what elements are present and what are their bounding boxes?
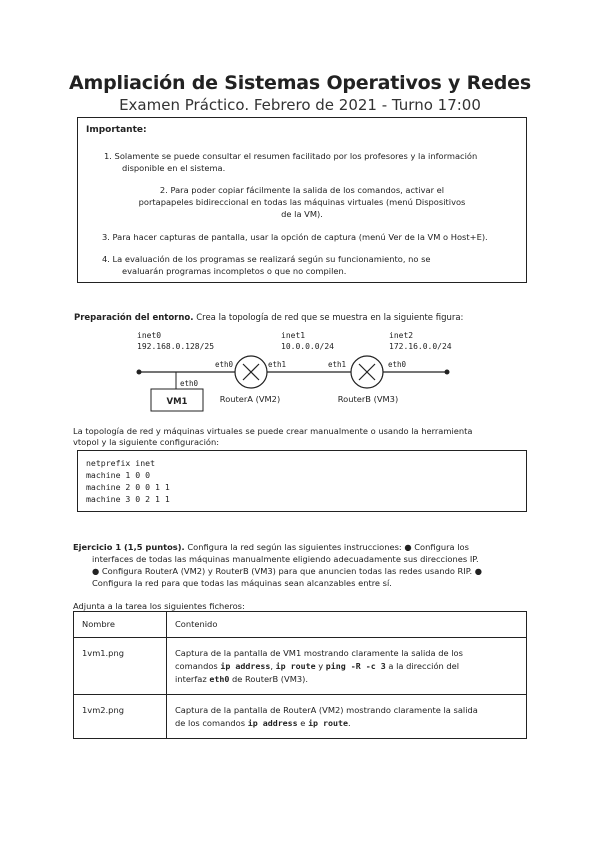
row1-cmd-ip-route: ip route [275, 661, 316, 671]
routerA-eth1-label: eth1 [268, 360, 287, 369]
vtopol-config-box [77, 450, 527, 512]
routerB-eth0-label: eth0 [388, 360, 407, 369]
net0-name: inet0 [137, 331, 162, 340]
topology-text-line-2: vtopol y la siguiente configuración: [73, 437, 220, 447]
net1-address: 10.0.0.0/24 [281, 342, 334, 351]
important-item-2-line-3: de la VM). [281, 209, 323, 219]
line-end-left [137, 370, 142, 375]
config-line-1: netprefix inet [86, 458, 156, 468]
row1-text-a: Captura de la pantalla de VM1 mostrando claramente la salida de los [175, 648, 463, 658]
row2-content [167, 695, 527, 739]
net1-name: inet1 [281, 331, 306, 340]
row1-content [167, 638, 527, 695]
exercise1-line-2: interfaces de todas las máquinas manualmente eligiendo adecuadamente sus direcciones IP. [92, 554, 479, 564]
files-table [73, 611, 527, 739]
exercise1-line-3: ● Configura RouterA (VM2) y RouterB (VM3) para que anuncien todas las redes usando RIP. ● [92, 566, 482, 576]
table-row [74, 638, 527, 695]
routerB-label: RouterB (VM3) [337, 394, 399, 404]
important-item-2-line-2: portapapeles bidireccional en todas las máquinas virtuales (menú Dispositivos [138, 197, 466, 207]
vm1-label: VM1 [166, 397, 188, 407]
row1-text-b: comandos [175, 661, 221, 671]
row1-sep-1: , [270, 661, 276, 671]
row1-text-f: de RouterB (VM3). [229, 674, 309, 684]
exercise1-text-1: Configura la red según las siguientes instrucciones: ● Configura los [184, 542, 469, 552]
row1-cmd-eth0: eth0 [209, 674, 230, 684]
row2-cmd-ip-address: ip address [247, 718, 298, 728]
setup-paragraph [74, 313, 463, 323]
exercise1-line-1 [73, 542, 469, 553]
net2-address: 172.16.0.0/24 [389, 342, 452, 351]
topology-text-line-1: La topología de red y máquinas virtuales se puede crear manualmente o usando la herramienta [73, 426, 473, 436]
header-content: Contenido [167, 612, 527, 638]
important-item-4-line-2: evaluarán programas incompletos o que no compilen. [122, 266, 347, 276]
header-name: Nombre [74, 612, 167, 638]
routerA-label: RouterA (VM2) [219, 394, 281, 404]
important-item-1-line-1: 1. Solamente se puede consultar el resumen facilitado por los profesores y la información [104, 151, 478, 161]
row1-cmd-ping: ping -R -c 3 [325, 661, 386, 671]
important-item-3: 3. Para hacer capturas de pantalla, usar la opción de captura (menú Ver de la VM o Host+E). [102, 232, 488, 242]
table-row [74, 695, 527, 739]
row2-name: 1vm2.png [74, 695, 167, 739]
config-line-4: machine 3 0 2 1 1 [86, 494, 170, 504]
config-line-2: machine 1 0 0 [86, 470, 151, 480]
important-box [77, 117, 527, 283]
row2-cmd-ip-route: ip route [308, 718, 349, 728]
network-topology-diagram [0, 325, 600, 425]
row1-text-d: a la dirección del [385, 661, 460, 671]
important-item-4-line-1: 4. La evaluación de los programas se realizará según su funcionamiento, no se [102, 254, 431, 264]
setup-heading: Preparación del entorno. [74, 313, 194, 323]
row1-name: 1vm1.png [74, 638, 167, 695]
table-header-row [74, 612, 527, 638]
setup-text: Crea la topología de red que se muestra en la siguiente figura: [193, 313, 464, 323]
row2-sep: e [297, 718, 309, 728]
routerB-eth1-label: eth1 [328, 360, 347, 369]
row2-text-a: Captura de la pantalla de RouterA (VM2) mostrando claramente la salida [175, 705, 478, 715]
config-line-3: machine 2 0 0 1 1 [86, 482, 170, 492]
page-subtitle: Examen Práctico. Febrero de 2021 - Turno 17:00 [119, 96, 481, 114]
exercise1-heading: Ejercicio 1 (1,5 puntos). [73, 542, 185, 552]
exercise1-line-4: Configura la red para que todas las máquinas sean alcanzables entre sí. [92, 578, 392, 588]
page-title: Ampliación de Sistemas Operativos y Redes [69, 72, 531, 94]
important-item-1-line-2: disponible en el sistema. [122, 163, 226, 173]
net0-address: 192.168.0.128/25 [137, 342, 215, 351]
line-end-right [445, 370, 450, 375]
row1-sep-2: y [315, 661, 326, 671]
routerA-eth0-label: eth0 [215, 360, 234, 369]
important-heading: Importante: [86, 125, 147, 135]
net2-name: inet2 [389, 331, 414, 340]
row2-end: . [348, 718, 351, 728]
vm1-iface-label: eth0 [180, 379, 199, 388]
important-item-2-line-1: 2. Para poder copiar fácilmente la salida de los comandos, activar el [159, 185, 445, 195]
row1-text-e: interfaz [175, 674, 210, 684]
attach-label: Adjunta a la tarea los siguientes ficheros: [73, 601, 245, 611]
row2-text-b: de los comandos [175, 718, 248, 728]
row1-cmd-ip-address: ip address [220, 661, 271, 671]
